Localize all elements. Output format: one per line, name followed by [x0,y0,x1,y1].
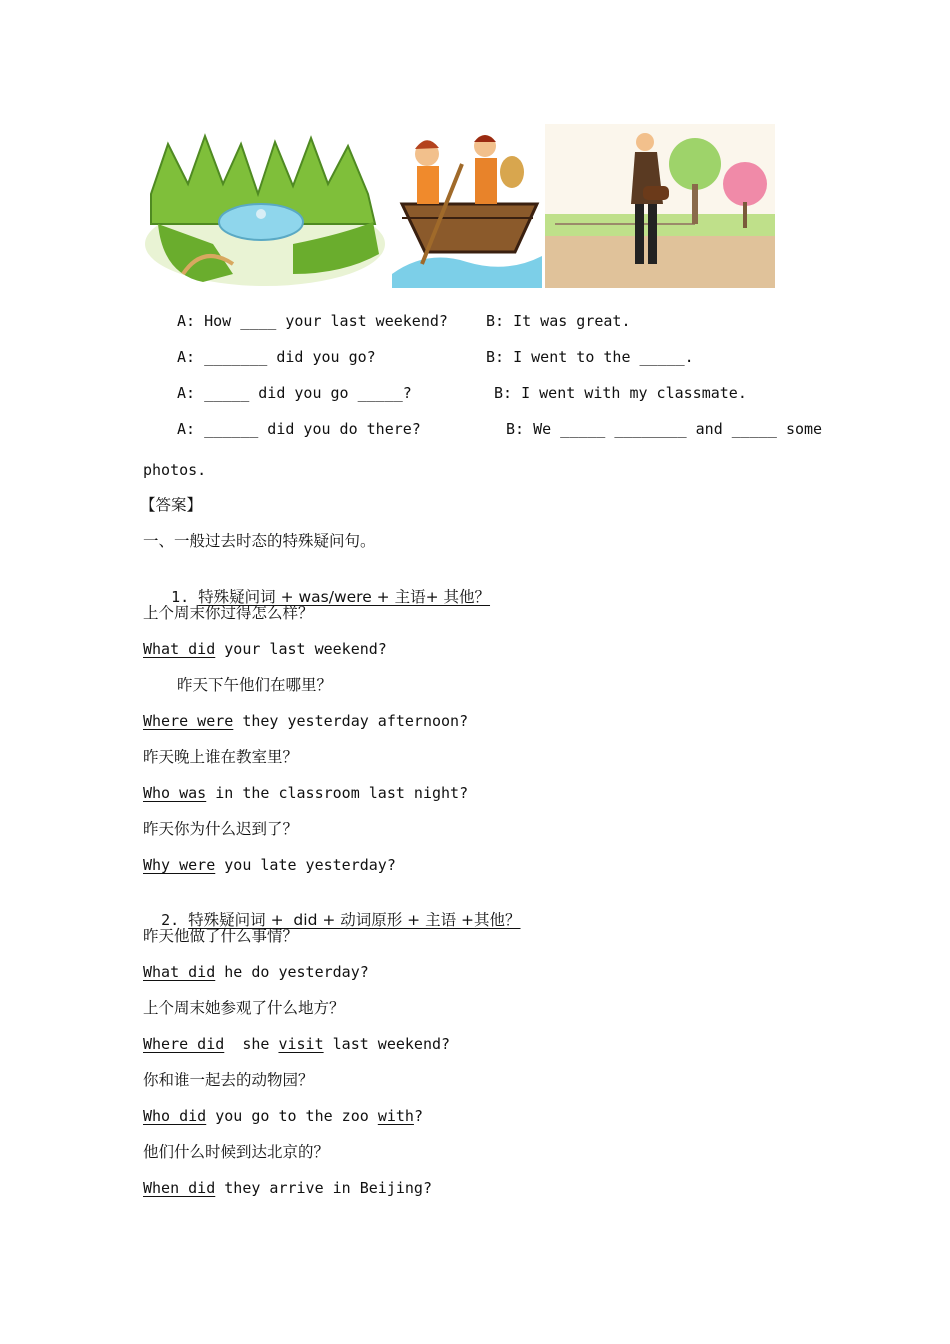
example-7-en [143,1106,423,1126]
sentence-rest: in the classroom last night? [206,784,469,802]
sentence-middle: she [224,1035,279,1053]
example-4-cn: 昨天你为什么迟到了？ [143,820,299,838]
question-words: Why were [143,856,216,874]
example-5-cn: 昨天他做了什么事情？ [143,927,299,945]
question-words: Who did [143,1107,207,1125]
dialog-continuation: photos. [143,461,207,479]
example-3-en [143,783,468,803]
example-1-en [143,639,387,659]
dialog-a-4: A: ______ did you do there? [177,420,421,438]
example-8-cn: 他们什么时候到达北京的？ [143,1143,330,1161]
section-title: 一、一般过去时态的特殊疑问句。 [143,532,376,550]
example-7-cn: 你和谁一起去的动物园？ [143,1071,314,1089]
dialog-a-2: A: _______ did you go? [177,348,376,366]
example-2-en [143,711,468,731]
sentence-end: ? [413,1107,423,1125]
sentence-middle: you go to the zoo [206,1107,378,1125]
rule-1 [153,567,490,607]
example-1-cn: 上个周末你过得怎么样？ [143,604,314,622]
verb-word: visit [278,1035,324,1053]
answer-label: 【答案】 [140,496,203,514]
example-5-en [143,962,369,982]
dialog-b-4: B: We _____ ________ and _____ some [506,420,823,438]
example-4-en [143,855,396,875]
rule-1-number: 1. [171,588,190,606]
example-8-en [143,1178,432,1198]
sentence-middle: he do yesterday? [215,963,369,981]
sentence-rest: you late yesterday? [215,856,396,874]
example-6-en [143,1034,450,1054]
rule-1-text: 特殊疑问词 + was/were + 主语+ 其他？ [198,588,491,606]
autumn-walk-illustration [545,124,775,288]
sentence-end: last weekend? [323,1035,451,1053]
question-words: Who was [143,784,207,802]
dialog-b-3: B: I went with my classmate. [494,384,747,402]
sentence-rest: your last weekend? [215,640,387,658]
sentence-rest: they yesterday afternoon? [233,712,469,730]
example-6-cn: 上个周末她参观了什么地方？ [143,999,345,1017]
dialog-a-3: A: _____ did you go _____? [177,384,412,402]
question-words: When did [143,1179,216,1197]
boat-illustration [387,124,545,288]
question-words: Where were [143,712,234,730]
dialog-b-2: B: I went to the _____. [486,348,694,366]
dialog-b-1: B: It was great. [486,312,631,330]
example-3-cn: 昨天晚上谁在教室里？ [143,748,299,766]
rule-2 [143,890,521,930]
dialog-a-1: A: How ____ your last weekend? [177,312,448,330]
question-words: Where did [143,1035,225,1053]
sentence-middle: they arrive in Beijing? [215,1179,432,1197]
question-words: What did [143,963,216,981]
rule-2-number: 2. [161,911,180,929]
preposition-word: with [377,1107,414,1125]
rule-2-text: 特殊疑问词 + did + 动词原形 + 主语 +其他？ [188,911,521,929]
question-words: What did [143,640,216,658]
example-2-cn: 昨天下午他们在哪里？ [177,676,333,694]
park-illustration [143,124,387,288]
